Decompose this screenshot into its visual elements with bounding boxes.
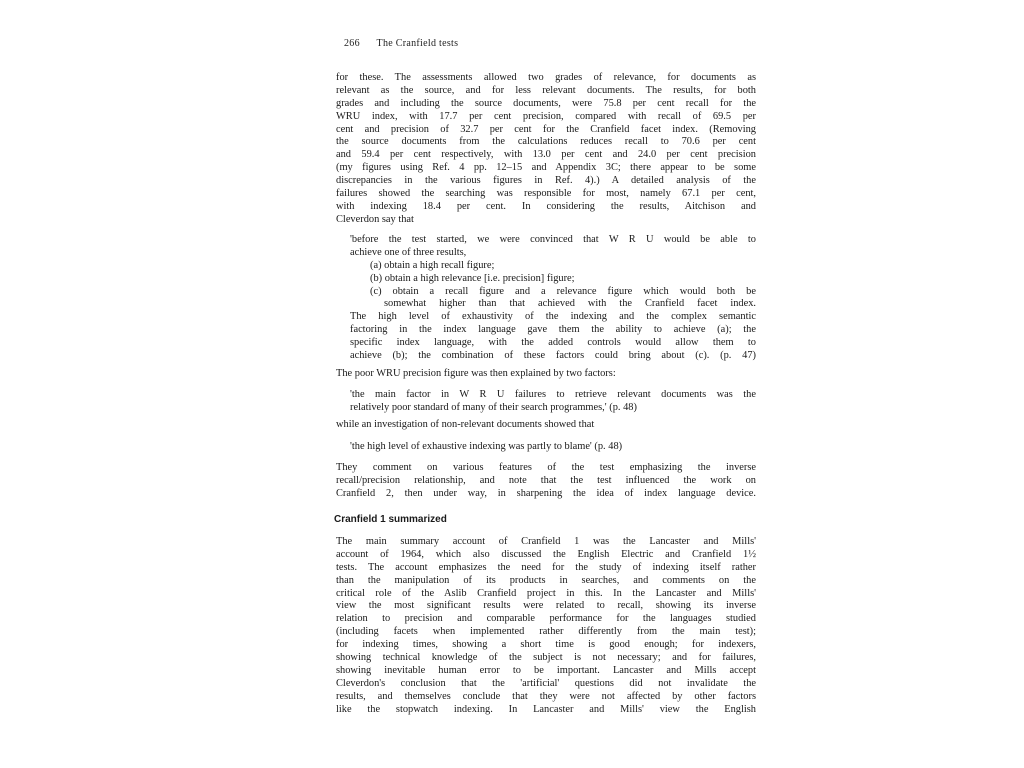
page-number: 266 — [344, 38, 360, 49]
text-line: and 59.4 per cent respectively, with 13.0 per cent and 24.0 per cent precision — [336, 149, 756, 161]
text-line: relation to precision and comparable performance for the languages studied — [336, 613, 756, 625]
paragraph-1 — [336, 72, 756, 227]
text-line: like the stopwatch indexing. In Lancaster and Mills' view the English — [336, 703, 756, 715]
paragraph-5 — [336, 536, 756, 716]
text-line: factoring in the index language gave them the ability to achieve (a); the — [350, 324, 756, 336]
text-line: for indexing times, showing a short time is good enough; for indexers, — [336, 639, 756, 651]
text-line: 'the main factor in W R U failures to retrieve relevant documents was the — [350, 389, 756, 400]
text-line: account of 1964, which also discussed the English Electric and Cranfield 1½ — [336, 548, 756, 560]
text-line: failures showed the searching was responsible for most, namely 67.1 per cent, — [336, 188, 756, 200]
text-line: WRU index, with 17.7 per cent precision, compared with recall of 69.5 per — [336, 110, 756, 122]
text-line: 'before the test started, we were convinced that W R U would be able to — [350, 234, 756, 245]
text-line: The high level of exhaustivity of the indexing and the complex semantic — [350, 311, 756, 323]
text-line: achieve one of three results, — [350, 246, 467, 258]
block-quote-2 — [350, 389, 756, 415]
text-line: results, and themselves conclude that they were not affected by other factors — [336, 690, 756, 702]
text-line: relevant as the source, and for less relevant documents. The results, for both — [336, 84, 756, 96]
block-quote-1 — [350, 234, 756, 363]
text-line: cent and precision of 32.7 per cent for the Cranfield facet index. (Removing — [336, 123, 756, 135]
text-line: somewhat higher than that achieved with the Cranfield facet index. — [384, 298, 756, 310]
section-heading: Cranfield 1 summarized — [334, 514, 447, 525]
text-line: The main summary account of Cranfield 1 was the Lancaster and Mills' — [336, 536, 756, 547]
text-line: Cleverdon say that — [336, 213, 414, 225]
text-line: view the most significant results were related to recall, showing its inverse — [336, 600, 756, 612]
text-line: the source documents from the calculations reduces recall to 70.6 per cent — [336, 136, 756, 148]
text-line: showing inevitable human error to be important. Lancaster and Mills accept — [336, 664, 756, 676]
text-line: tests. The account emphasizes the need for the study of indexing itself rather — [336, 561, 756, 573]
text-line: 'the high level of exhaustive indexing was partly to blame' (p. 48) — [350, 441, 623, 452]
paragraph-3 — [336, 419, 756, 432]
text-line: discrepancies in the various figures in Ref. 4).) A detailed analysis of the — [336, 175, 756, 187]
text-line: Cleverdon's conclusion that the 'artificial' questions did not invalidate the — [336, 677, 756, 689]
text-line: while an investigation of non-relevant documents showed that — [336, 419, 595, 430]
text-line: than the manipulation of its products in searches, and comments on the — [336, 574, 756, 586]
text-line: The poor WRU precision figure was then explained by two factors: — [336, 368, 616, 379]
text-line: achieve (b); the combination of these factors could bring about (c). (p. 47) — [350, 350, 756, 362]
paragraph-2 — [336, 368, 756, 381]
text-line: grades and including the source documents, were 75.8 per cent recall for the — [336, 97, 756, 109]
list-item: (a) obtain a high recall figure; — [370, 259, 495, 271]
text-line: recall/precision relationship, and note that the test influenced the work on — [336, 474, 756, 486]
list-item: (b) obtain a high relevance [i.e. precision] figure; — [370, 272, 575, 284]
book-page — [336, 38, 756, 760]
text-line: They comment on various features of the test emphasizing the inverse — [336, 462, 756, 473]
block-quote-3 — [350, 441, 756, 454]
text-line: Cranfield 2, then under way, in sharpening the idea of index language device. — [336, 487, 756, 499]
text-line: for these. The assessments allowed two grades of relevance, for documents as — [336, 72, 756, 83]
running-header — [344, 38, 756, 52]
text-line: with indexing 18.4 per cent. In considering the results, Aitchison and — [336, 200, 756, 212]
list-item: (c) obtain a recall figure and a relevance figure which would both be — [370, 285, 756, 297]
text-line: specific index language, with the added controls would allow them to — [350, 337, 756, 349]
running-title: The Cranfield tests — [376, 38, 459, 49]
paragraph-4 — [336, 462, 756, 501]
text-line: (my figures using Ref. 4 pp. 12–15 and Appendix 3C; there appear to be some — [336, 162, 756, 174]
text-line: relatively poor standard of many of their search programmes,' (p. 48) — [350, 401, 637, 413]
text-line: (including facets when implemented rather differently from the main test); — [336, 626, 756, 638]
text-line: critical role of the Aslib Cranfield project in this. In the Lancaster and Mills' — [336, 587, 756, 599]
text-line: showing technical knowledge of the subject is not necessary; and for failures, — [336, 652, 756, 664]
